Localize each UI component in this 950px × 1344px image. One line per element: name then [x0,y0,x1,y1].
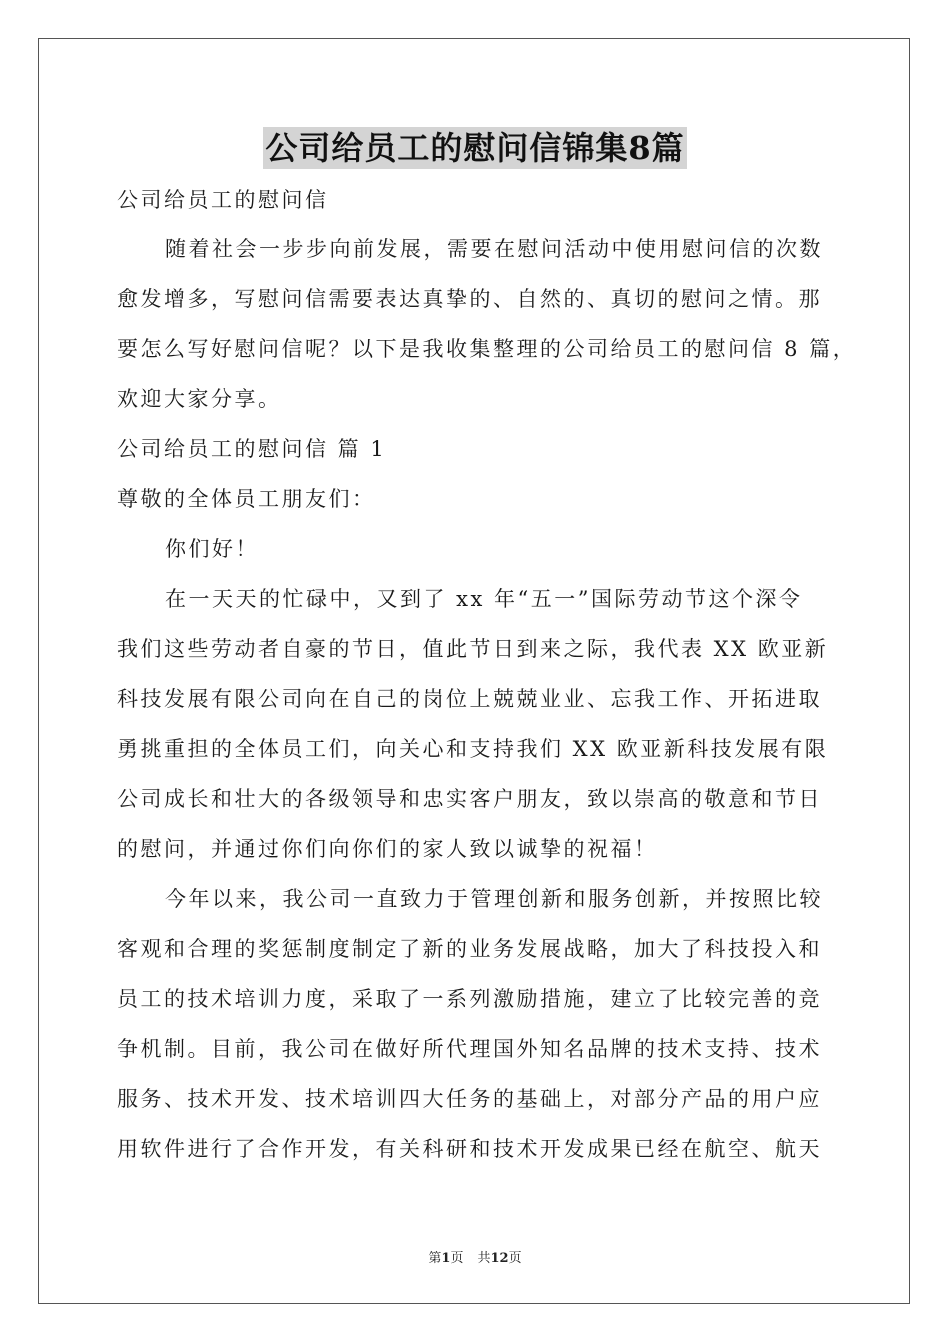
greeting-line: 你们好！ [165,537,259,561]
paragraph-line: 争机制。目前，我公司在做好所代理国外知名品牌的技术支持、技术 [117,1037,822,1061]
paragraph-line: 公司成长和壮大的各级领导和忠实客户朋友，致以崇高的敬意和节日 [117,787,822,811]
paragraph-line: 我们这些劳动者自豪的节日，值此节日到来之际，我代表 XX 欧亚新 [117,637,829,661]
footer-text: 页 [508,1251,522,1266]
title-container [0,127,950,169]
page-border [38,38,910,1304]
paragraph-line: 在一天天的忙碌中，又到了 xx 年“五一”国际劳动节这个深令 [165,587,803,611]
paragraph-line: 员工的技术培训力度，采取了一系列激励措施，建立了比较完善的竞 [117,987,822,1011]
document-title: 公司给员工的慰问信锦集8篇 [265,129,685,167]
footer-text: 第 [428,1251,442,1266]
current-page-number: 1 [441,1251,451,1266]
salutation-line: 尊敬的全体员工朋友们： [117,487,376,511]
page-total [477,1251,521,1266]
page-footer [0,1250,950,1268]
paragraph-line: 今年以来，我公司一直致力于管理创新和服务创新，并按照比较 [165,887,823,911]
paragraph-line: 科技发展有限公司向在自己的岗位上兢兢业业、忘我工作、开拓进取 [117,687,822,711]
subtitle-line: 公司给员工的慰问信 [117,188,329,212]
page-number [428,1251,463,1266]
paragraph-line: 客观和合理的奖惩制度制定了新的业务发展战略，加大了科技投入和 [117,937,822,961]
paragraph-line: 欢迎大家分享。 [117,387,282,411]
paragraph-line: 的慰问，并通过你们向你们的家人致以诚挚的祝福！ [117,837,658,861]
footer-text: 共 [477,1251,491,1266]
paragraph-line: 愈发增多，写慰问信需要表达真挚的、自然的、真切的慰问之情。那 [117,287,822,311]
paragraph-line: 勇挑重担的全体员工们，向关心和支持我们 XX 欧亚新科技发展有限 [117,737,829,761]
paragraph-line: 服务、技术开发、技术培训四大任务的基础上，对部分产品的用户应 [117,1087,822,1111]
footer-text: 页 [450,1251,464,1266]
paragraph-line: 随着社会一步步向前发展，需要在慰问活动中使用慰问信的次数 [165,237,823,261]
paragraph-line: 用软件进行了合作开发，有关科研和技术开发成果已经在航空、航天 [117,1137,822,1161]
total-page-count: 12 [490,1251,509,1266]
paragraph-line: 要怎么写好慰问信呢？以下是我收集整理的公司给员工的慰问信 8 篇， [117,337,857,361]
section-heading: 公司给员工的慰问信 篇 1 [117,437,387,461]
